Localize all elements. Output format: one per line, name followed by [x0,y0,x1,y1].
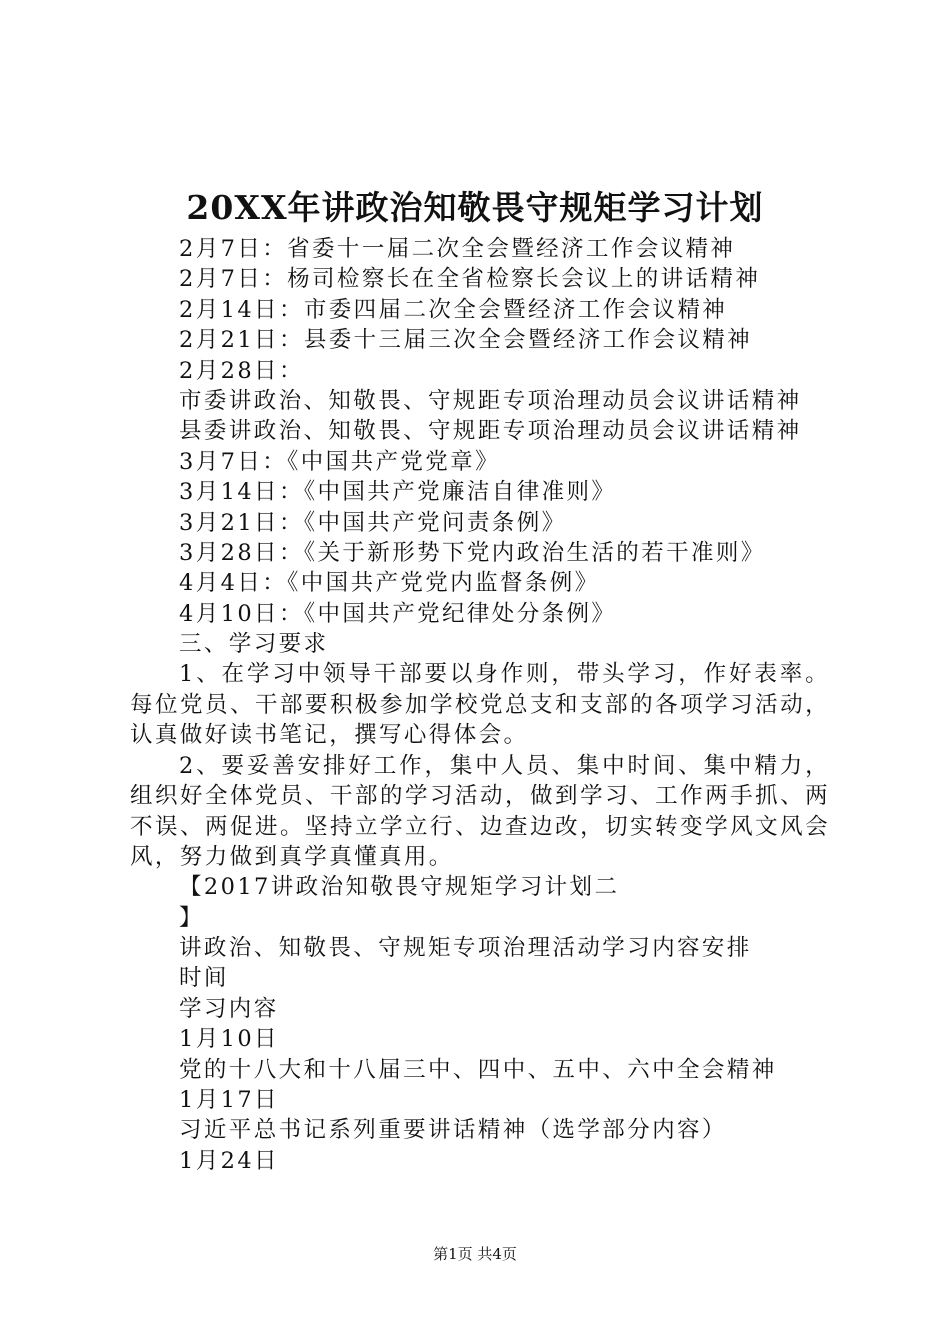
schedule-line: 2月7日：省委十一届二次全会暨经济工作会议精神 [179,236,736,262]
requirement-paragraph-2: 2、要妥善安排好工作，集中人员、集中时间、集中精力，组织好全体党员、干部的学习活动，做到学习、工作两手抓、两不误、两促进。坚持立学立行、边查边改，切实转变学风文风会风，努力做到真学真懂真用。 [130,752,830,870]
schedule-line: 2月7日：杨司检察长在全省检察长会议上的讲话精神 [179,266,761,293]
table-cell-date: 1月17日 [179,1087,279,1114]
section-2-heading-bracket: 】 [179,904,204,931]
requirement-paragraph-1: 1、在学习中领导干部要以身作则，带头学习，作好表率。每位党员、干部要积极参加学校党总支和支部的各项学习活动，认真做好读书笔记，撰写心得体会。 [130,661,830,749]
table-cell-content: 习近平总书记系列重要讲话精神（选学部分内容） [179,1117,727,1144]
schedule-line: 4月4日：《中国共产党党内监督条例》 [179,570,600,597]
schedule-line: 3月14日：《中国共产党廉洁自律准则》 [179,479,617,506]
section-heading: 三、学习要求 [179,631,329,658]
schedule-line: 3月7日：《中国共产党党章》 [179,448,500,475]
schedule-line: 2月14日：市委四届二次全会暨经济工作会议精神 [179,296,728,323]
table-cell-date: 1月10日 [179,1026,279,1053]
table-header-time: 时间 [179,965,229,992]
page-number-footer: 第1页 共4页 [433,1245,517,1263]
schedule-line: 2月28日： [179,357,304,384]
document-title: 20XX年讲政治知敬畏守规矩学习计划 [186,188,764,227]
schedule-line: 4月10日：《中国共产党纪律处分条例》 [179,600,617,627]
table-header-content: 学习内容 [179,995,279,1022]
table-cell-content: 党的十八大和十八届三中、四中、五中、六中全会精神 [179,1056,777,1083]
document-body [130,234,830,1176]
schedule-line: 2月21日：县委十三届三次全会暨经济工作会议精神 [179,327,753,354]
schedule-line: 市委讲政治、知敬畏、守规距专项治理动员会议讲话精神 [179,387,802,414]
section-2-heading: 【2017讲政治知敬畏守规矩学习计划二 [179,874,620,901]
table-cell-date: 1月24日 [179,1147,279,1174]
schedule-line: 3月21日：《中国共产党问责条例》 [179,509,567,536]
schedule-table-caption: 讲政治、知敬畏、守规矩专项治理活动学习内容安排 [179,935,752,962]
schedule-line: 3月28日：《关于新形势下党内政治生活的若干准则》 [179,539,766,566]
schedule-line: 县委讲政治、知敬畏、守规距专项治理动员会议讲话精神 [179,418,802,445]
